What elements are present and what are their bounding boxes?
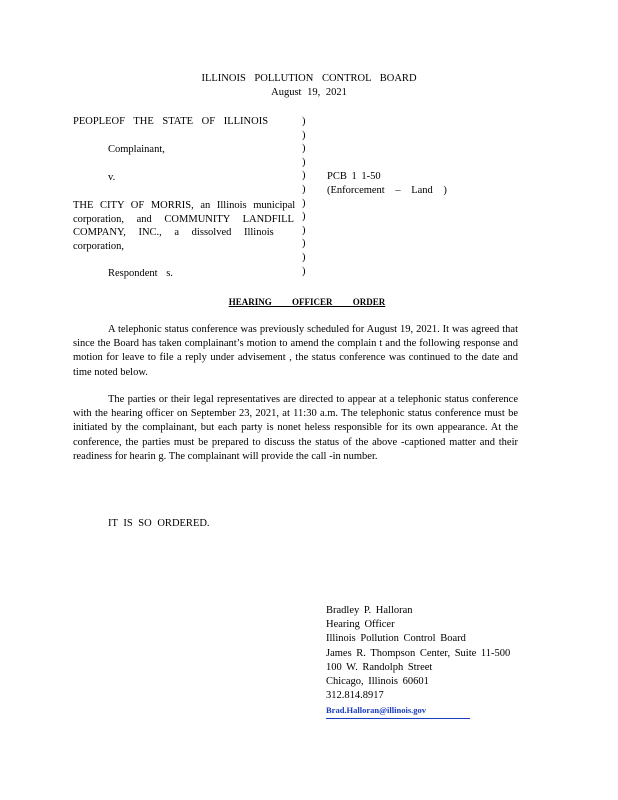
order-title: HEARING OFFICER ORDER	[228, 297, 386, 307]
paragraph-text: A telephonic status conference was previously scheduled for August 19, 2021. It was agreed that since the Board has taken complainant’s motion to amend the complain t and the following response and motion for leave to file a reply under advisement , the status conference was continued to the date and time noted below.	[73, 324, 518, 378]
paragraph-2	[73, 393, 518, 464]
officer-building: James R. Thompson Center, Suite 11-500	[326, 647, 511, 659]
respondent-label: Respondent s.	[108, 268, 173, 279]
complainant-party: PEOPLEOF THE STATE OF ILLINOIS	[73, 116, 269, 127]
signature-block	[326, 604, 510, 719]
complainant-label: Complainant,	[108, 144, 165, 155]
versus-label: v.	[108, 172, 116, 183]
case-info	[327, 170, 447, 198]
officer-name: Bradley P. Halloran	[326, 605, 413, 616]
case-number: PCB 1 1-50	[327, 171, 381, 182]
officer-street: 100 W. Randolph Street	[326, 661, 433, 673]
respondent-party-line: THE CITY OF MORRIS, an Illinois municipal	[73, 200, 296, 211]
paragraph-1	[73, 323, 518, 380]
officer-city: Chicago, Illinois 60601	[326, 676, 429, 688]
officer-org: Illinois Pollution Control Board	[326, 633, 466, 645]
respondent-party-line: COMPANY, INC., a dissolved Illinois	[73, 227, 274, 238]
respondent-party-line: corporation,	[73, 240, 125, 252]
paragraph-text: The parties or their legal representatives are directed to appear at a telephonic status conference with the hearing officer on September 23, 2021, at 11:30 a.m. The telephonic status conference must be initiated by the complainant, but each party is nonet heless responsible for its own appearance. At the conference, the parties must be prepared to discuss the status of the above -captioned matter and their readiness for hearin g. The complainant will provide the call -in number.	[73, 394, 518, 462]
officer-phone: 312.814.8917	[326, 690, 384, 702]
respondent-party	[73, 199, 303, 253]
case-type: (Enforcement – Land )	[327, 185, 447, 196]
board-name: ILLINOIS POLLUTION CONTROL BOARD	[201, 73, 417, 84]
order-date: August 19, 2021	[271, 87, 347, 98]
respondent-party-line: corporation, and COMMUNITY LANDFILL	[73, 213, 294, 225]
caption-divider: ) ) ) ) ) ) ) ) ) ) ) )	[302, 116, 306, 277]
closing-statement: IT IS SO ORDERED.	[108, 518, 210, 529]
officer-title: Hearing Officer	[326, 619, 395, 631]
officer-email-link[interactable]: Brad.Halloran@illinois.gov	[326, 703, 470, 718]
